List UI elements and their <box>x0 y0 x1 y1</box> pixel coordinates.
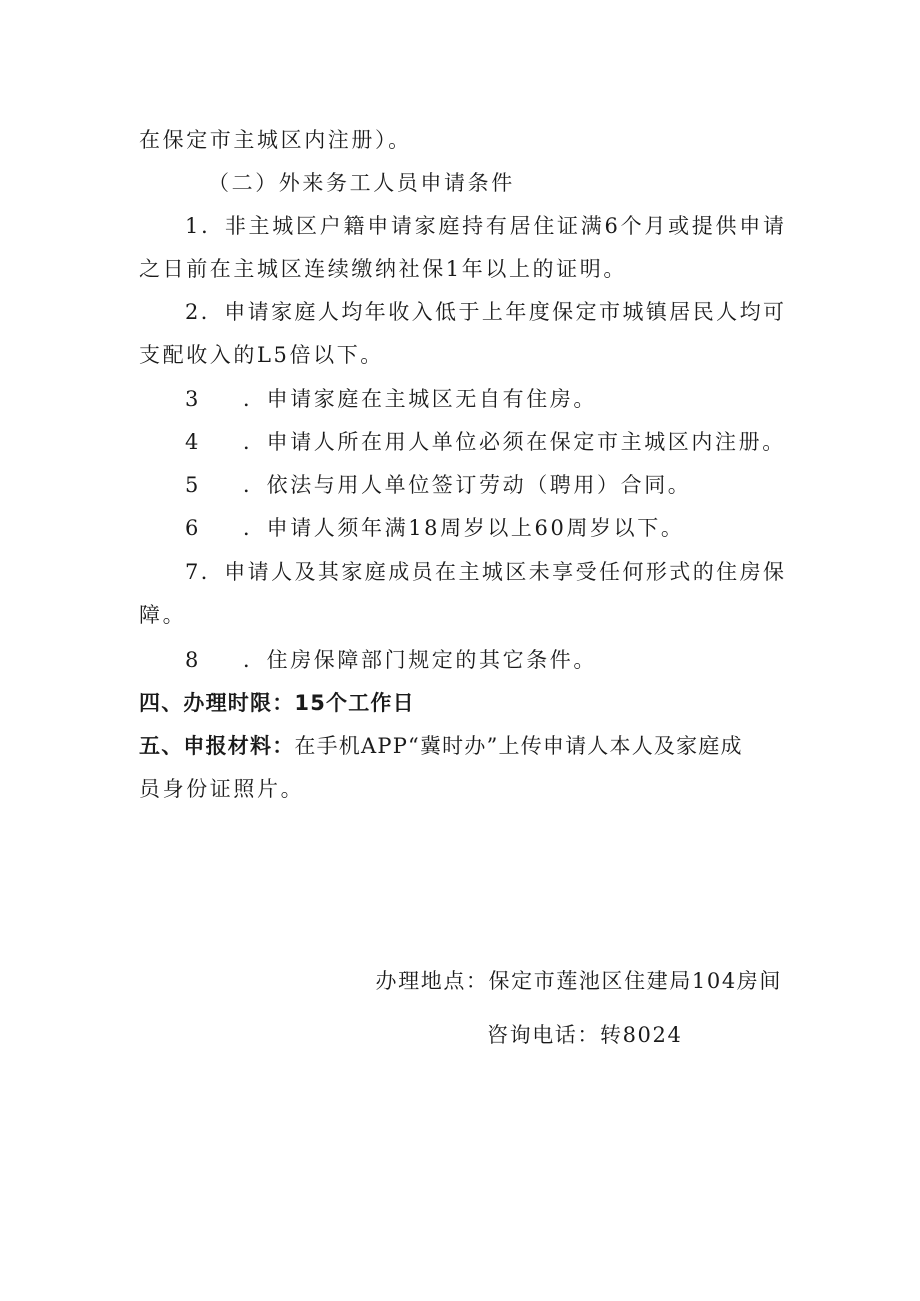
section-5-label: 五、申报材料： <box>139 734 295 758</box>
condition-7-line-2: 障。 <box>139 603 187 627</box>
section-4-processing-time: 四、办理时限：15个工作日 <box>139 691 415 715</box>
section-5-materials-line-1 <box>139 731 784 761</box>
condition-4 <box>185 427 784 457</box>
condition-4-number: 4 <box>185 430 201 454</box>
condition-8-number: 8 <box>185 648 201 672</box>
text-line-continuation: 在保定市主城区内注册）。 <box>139 128 412 152</box>
condition-5-text: ．依法与用人单位签订劳动（聘用）合同。 <box>243 473 692 497</box>
condition-3-number: 3 <box>185 387 201 411</box>
condition-5 <box>185 470 784 500</box>
section-5-materials-line-2: 员身份证照片。 <box>139 777 305 801</box>
condition-5-number: 5 <box>185 473 201 497</box>
condition-3 <box>185 384 784 414</box>
condition-6-number: 6 <box>185 516 201 540</box>
section-5-text: 在手机APP“冀时办”上传申请人本人及家庭成 <box>294 734 743 758</box>
condition-2-line-1: 2．申请家庭人均年收入低于上年度保定市城镇居民人均可 <box>185 300 784 324</box>
condition-4-text: ．申请人所在用人单位必须在保定市主城区内注册。 <box>243 430 786 454</box>
condition-2-line-2: 支配收入的L5倍以下。 <box>139 343 384 367</box>
condition-6-text: ．申请人须年满18周岁以上60周岁以下。 <box>243 516 685 540</box>
condition-3-text: ．申请家庭在主城区无自有住房。 <box>243 387 597 411</box>
condition-1-line-1: 1．非主城区户籍申请家庭持有居住证满6个月或提供申请 <box>185 214 784 238</box>
condition-8 <box>185 645 784 675</box>
condition-7-line-1: 7．申请人及其家庭成员在主城区未享受任何形式的住房保 <box>185 560 784 584</box>
condition-8-text: ．住房保障部门规定的其它条件。 <box>243 648 597 672</box>
condition-6 <box>185 513 784 543</box>
consultation-phone: 咨询电话：转8024 <box>487 1023 683 1047</box>
condition-1-line-2: 之日前在主城区连续缴纳社保1年以上的证明。 <box>139 257 627 281</box>
office-address: 办理地点：保定市莲池区住建局104房间 <box>375 969 782 993</box>
subsection-heading: （二）外来务工人员申请条件 <box>208 171 515 195</box>
